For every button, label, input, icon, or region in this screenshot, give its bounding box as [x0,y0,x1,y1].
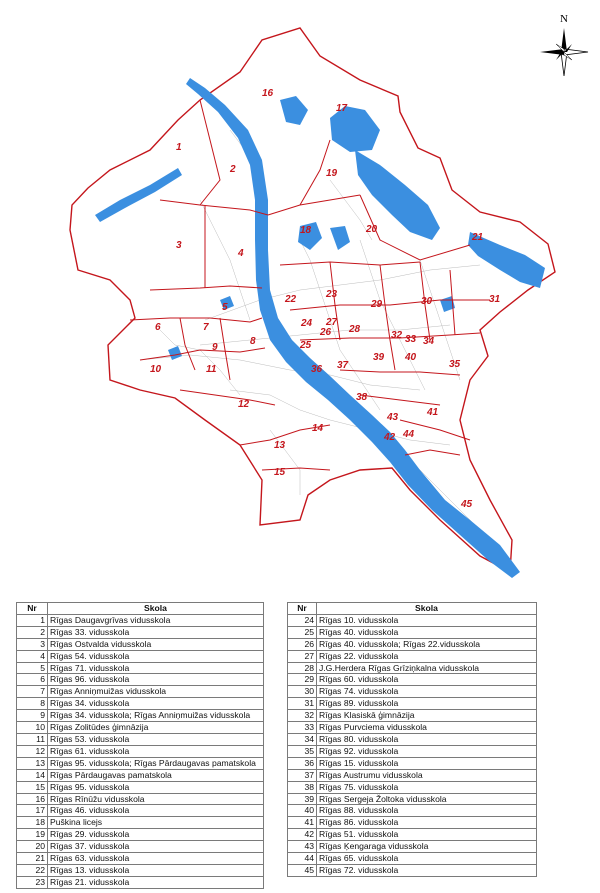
table-row [17,662,264,674]
row-number: 37 [288,769,317,781]
school-name: J.G.Herdera Rīgas Grīziņkalna vidusskola [317,662,537,674]
school-name: Rīgas Purvciema vidusskola [317,722,537,734]
row-number: 38 [288,781,317,793]
table-row [288,757,537,769]
district-label: 43 [387,412,399,423]
district-label: 42 [384,432,396,443]
table-row [17,757,264,769]
school-name: Rīgas Anniņmuižas vidusskola [48,686,264,698]
table-row [17,876,264,888]
row-number: 14 [17,769,48,781]
district-label: 25 [300,340,312,351]
school-name: Rīgas 65. vidusskola [317,853,537,865]
district-label: 13 [274,440,286,451]
table-row [17,829,264,841]
district-label: 5 [222,302,228,313]
table-row [17,805,264,817]
row-number: 27 [288,650,317,662]
row-number: 33 [288,722,317,734]
table-row [288,793,537,805]
table-row [17,686,264,698]
district-label: 45 [461,499,473,510]
school-name: Rīgas 22. vidusskola [317,650,537,662]
row-number: 3 [17,638,48,650]
district-label: 35 [449,359,461,370]
row-number: 11 [17,733,48,745]
school-name: Rīgas Sergeja Žoltoka vidusskola [317,793,537,805]
column-header-nr: Nr [17,603,48,615]
district-label: 23 [326,289,338,300]
district-label: 34 [423,336,435,347]
district-label: 30 [421,296,433,307]
row-number: 22 [17,864,48,876]
district-label: 32 [391,330,403,341]
school-name: Rīgas Daugavgrīvas vidusskola [48,614,264,626]
row-number: 32 [288,710,317,722]
row-number: 6 [17,674,48,686]
table-row [17,710,264,722]
table-row [288,781,537,793]
district-label: 37 [337,360,349,371]
school-name: Rīgas 72. vidusskola [317,864,537,876]
table-row [288,650,537,662]
district-label: 11 [206,364,217,375]
table-row [17,769,264,781]
row-number: 39 [288,793,317,805]
school-name: Rīgas 53. vidusskola [48,733,264,745]
row-number: 10 [17,722,48,734]
school-name: Rīgas 34. vidusskola [48,698,264,710]
row-number: 9 [17,710,48,722]
district-label: 18 [300,225,312,236]
table-row [288,614,537,626]
district-label: 6 [155,322,161,333]
column-header-school: Skola [48,603,264,615]
district-label: 20 [366,224,378,235]
table-row [288,864,537,876]
school-name: Rīgas 10. vidusskola [317,614,537,626]
table-row [17,817,264,829]
table-row [17,733,264,745]
row-number: 41 [288,817,317,829]
school-name: Rīgas 51. vidusskola [317,829,537,841]
row-number: 30 [288,686,317,698]
school-name: Rīgas 63. vidusskola [48,853,264,865]
table-row [17,614,264,626]
school-name: Rīgas 80. vidusskola [317,733,537,745]
school-name: Rīgas 71. vidusskola [48,662,264,674]
table-row [17,626,264,638]
district-label: 10 [150,364,162,375]
school-name: Rīgas 60. vidusskola [317,674,537,686]
district-label: 22 [285,294,297,305]
table-row [288,841,537,853]
school-name: Rīgas Austrumu vidusskola [317,769,537,781]
school-name: Rīgas Pārdaugavas pamatskola [48,769,264,781]
row-number: 25 [288,626,317,638]
row-number: 35 [288,745,317,757]
row-number: 40 [288,805,317,817]
school-name: Rīgas Zolitūdes ģimnāzija [48,722,264,734]
table-row [17,698,264,710]
school-name: Rīgas 40. vidusskola; Rīgas 22.vidusskola [317,638,537,650]
district-label: 26 [320,327,332,338]
row-number: 15 [17,781,48,793]
table-row [288,829,537,841]
row-number: 24 [288,614,317,626]
table-row [17,853,264,865]
school-name: Rīgas 95. vidusskola [48,781,264,793]
row-number: 44 [288,853,317,865]
district-label: 1 [176,142,182,153]
district-label: 8 [250,336,256,347]
row-number: 13 [17,757,48,769]
district-label: 38 [356,392,368,403]
north-label: N [560,13,568,25]
row-number: 2 [17,626,48,638]
table-row [17,864,264,876]
table-row [288,674,537,686]
district-label: 3 [176,240,182,251]
district-label: 28 [349,324,361,335]
row-number: 45 [288,864,317,876]
district-label: 19 [326,168,338,179]
table-row [17,650,264,662]
table-row [17,793,264,805]
row-number: 34 [288,733,317,745]
district-label: 31 [489,294,501,305]
school-name: Rīgas 95. vidusskola; Rīgas Pārdaugavas pamatskola [48,757,264,769]
school-name: Rīgas 33. vidusskola [48,626,264,638]
table-row [288,733,537,745]
table-row [288,722,537,734]
row-number: 43 [288,841,317,853]
table-row [288,710,537,722]
district-label: 39 [373,352,385,363]
table-row [288,626,537,638]
school-name: Rīgas 15. vidusskola [317,757,537,769]
row-number: 26 [288,638,317,650]
district-label: 41 [427,407,439,418]
table-row [288,853,537,865]
district-label: 9 [212,342,218,353]
row-number: 31 [288,698,317,710]
school-name: Rīgas Klasiskā ģimnāzija [317,710,537,722]
district-label: 33 [405,334,417,345]
school-name: Rīgas 21. vidusskola [48,876,264,888]
table-row [288,745,537,757]
row-number: 12 [17,745,48,757]
district-label: 15 [274,467,286,478]
table-row [288,769,537,781]
district-label: 40 [405,352,417,363]
row-number: 16 [17,793,48,805]
school-name: Rīgas 86. vidusskola [317,817,537,829]
district-label: 4 [238,248,244,259]
table-row [17,841,264,853]
row-number: 20 [17,841,48,853]
row-number: 28 [288,662,317,674]
district-label: 2 [230,164,236,175]
row-number: 21 [17,853,48,865]
table-row [288,662,537,674]
table-row [288,686,537,698]
table-row [17,722,264,734]
row-number: 7 [17,686,48,698]
row-number: 17 [17,805,48,817]
school-name: Rīgas 29. vidusskola [48,829,264,841]
school-name: Rīgas 92. vidusskola [317,745,537,757]
table-header-row [17,603,264,615]
district-label: 12 [238,399,250,410]
school-name: Rīgas 37. vidusskola [48,841,264,853]
district-label: 24 [301,318,313,329]
district-label: 27 [326,317,338,328]
row-number: 42 [288,829,317,841]
table-row [17,781,264,793]
school-name: Rīgas 75. vidusskola [317,781,537,793]
row-number: 18 [17,817,48,829]
table-row [288,817,537,829]
row-number: 29 [288,674,317,686]
district-label: 21 [472,232,484,243]
school-table-right [287,602,537,877]
table-row [288,638,537,650]
district-label: 44 [403,429,415,440]
district-label: 16 [262,88,274,99]
district-label: 29 [371,299,383,310]
school-table-left [16,602,264,889]
row-number: 19 [17,829,48,841]
row-number: 4 [17,650,48,662]
column-header-nr: Nr [288,603,317,615]
table-row [288,805,537,817]
row-number: 36 [288,757,317,769]
district-label: 7 [203,322,209,333]
school-name: Rīgas Ķengaraga vidusskola [317,841,537,853]
school-name: Rīgas 61. vidusskola [48,745,264,757]
row-number: 8 [17,698,48,710]
school-name: Rīgas Ostvalda vidusskola [48,638,264,650]
row-number: 5 [17,662,48,674]
district-label: 14 [312,423,324,434]
table-row [288,698,537,710]
school-name: Rīgas 96. vidusskola [48,674,264,686]
school-name: Rīgas 34. vidusskola; Rīgas Anniņmuižas vidusskola [48,710,264,722]
table-row [17,638,264,650]
school-name: Rīgas Rīnūžu vidusskola [48,793,264,805]
school-name: Rīgas 54. vidusskola [48,650,264,662]
row-number: 1 [17,614,48,626]
table-header-row [288,603,537,615]
school-name: Rīgas 40. vidusskola [317,626,537,638]
school-name: Rīgas 88. vidusskola [317,805,537,817]
district-label: 17 [336,103,348,114]
compass-rose [540,13,588,76]
district-label: 36 [311,364,323,375]
table-row [17,745,264,757]
school-name: Puškina licejs [48,817,264,829]
school-name: Rīgas 74. vidusskola [317,686,537,698]
school-name: Rīgas 46. vidusskola [48,805,264,817]
column-header-school: Skola [317,603,537,615]
school-name: Rīgas 13. vidusskola [48,864,264,876]
school-name: Rīgas 89. vidusskola [317,698,537,710]
table-row [17,674,264,686]
row-number: 23 [17,876,48,888]
